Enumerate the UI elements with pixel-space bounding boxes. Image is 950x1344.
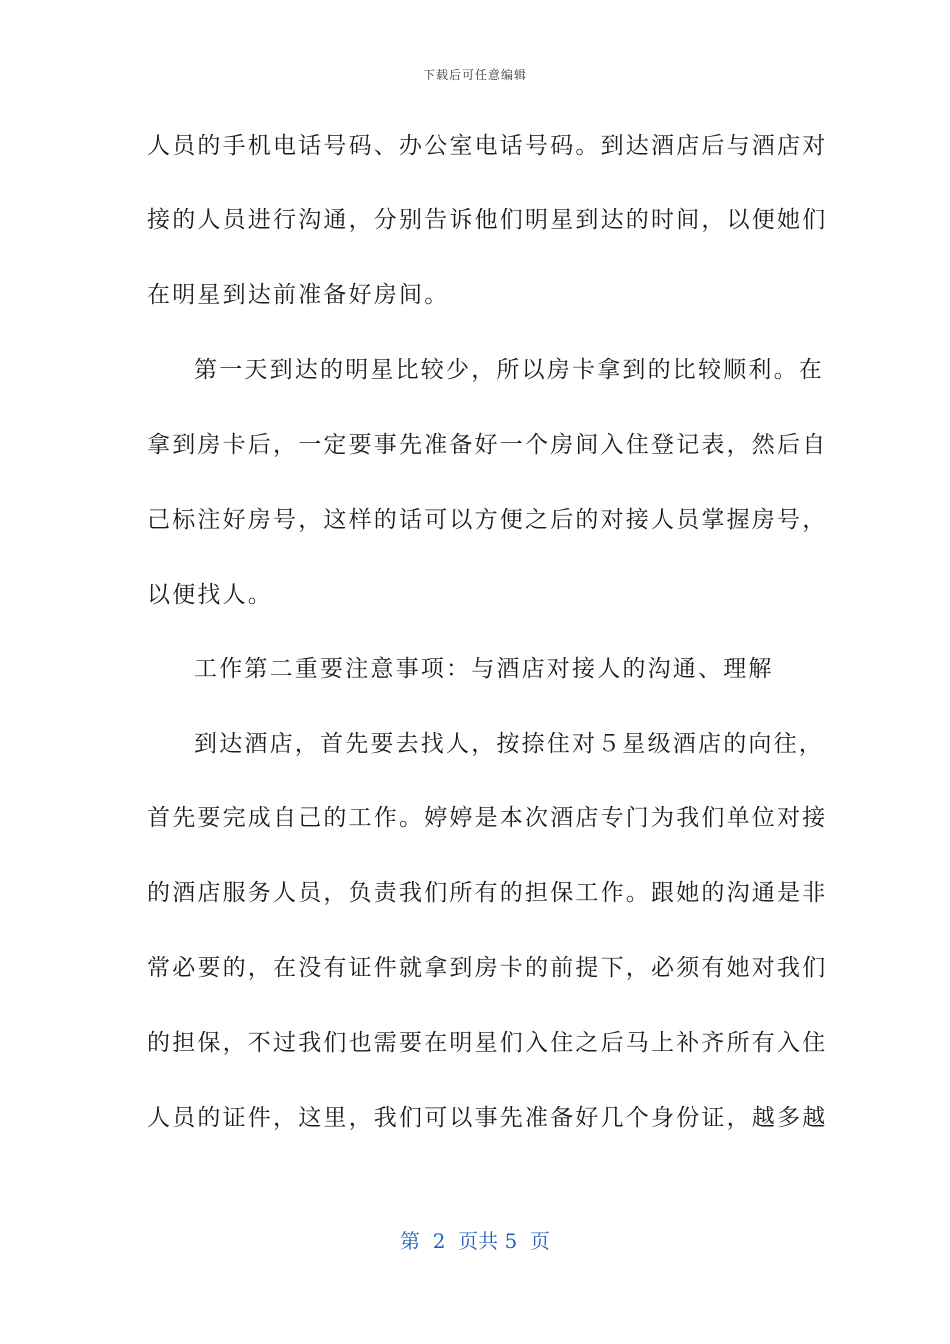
paragraph-start: 第一天到达的明星比较少，所以房卡拿到的比较顺利。在 xyxy=(194,357,824,383)
page-header: 下载后可任意编辑 xyxy=(422,68,527,82)
section-heading: 工作第二重要注意事项：与酒店对接人的沟通、理解 xyxy=(194,656,774,682)
text-line: 在明星到达前准备好房间。 xyxy=(147,282,450,308)
text-line: 人员的手机电话号码、办公室电话号码。到达酒店后与酒店对 xyxy=(147,133,828,159)
text-line: 常必要的，在没有证件就拿到房卡的前提下，必须有她对我们 xyxy=(147,955,828,981)
text-line: 人员的证件，这里，我们可以事先准备好几个身份证，越多越 xyxy=(147,1105,828,1131)
page-number-footer: 第 2 页共 5 页 xyxy=(400,1229,550,1253)
text-line: 的担保，不过我们也需要在明星们入住之后马上补齐所有入住 xyxy=(147,1030,828,1056)
text-line: 拿到房卡后，一定要事先准备好一个房间入住登记表，然后自 xyxy=(147,432,828,458)
text-line: 接的人员进行沟通，分别告诉他们明星到达的时间，以便她们 xyxy=(147,207,828,233)
text-line: 首先要完成自己的工作。婷婷是本次酒店专门为我们单位对接 xyxy=(147,805,828,831)
text-line: 的酒店服务人员，负责我们所有的担保工作。跟她的沟通是非 xyxy=(147,880,828,906)
text-line: 己标注好房号，这样的话可以方便之后的对接人员掌握房号， xyxy=(147,507,828,533)
paragraph-start: 到达酒店，首先要去找人，按捺住对５星级酒店的向往， xyxy=(194,731,824,757)
text-line: 以便找人。 xyxy=(147,582,273,608)
